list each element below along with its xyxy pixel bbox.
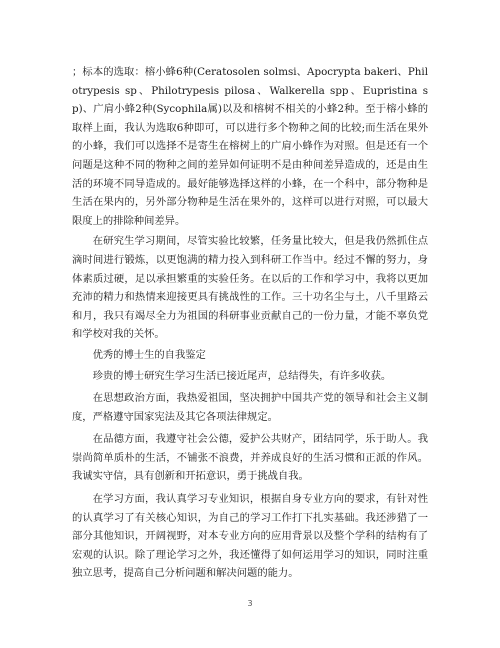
document-body — [72, 63, 428, 583]
paragraph-study: 在学习方面，我认真学习专业知识，根据自身专业方向的要求，有针对性的认真学习了有关核心知识，为自己的学习工作打下扎实基础。我还涉猎了一部分其他知识，开阔视野，对本专业方向的应用背景以及整个学科的结构有了宏观的认识。除了理论学习之外，我还懂得了如何运用学习的知识，同时注重独立思考，提高自己分析问题和解决问题的能力。 — [72, 493, 428, 580]
page-number: 3 — [247, 599, 253, 608]
paragraph-specimen-selection: ；标本的选取：榕小蜂6种(Ceratosolen solmsi、Apocrypta bakeri、Philotrypesis sp、Philotrypesis pilosa、Walkerella spp、Eupristina sp)、广肩小蜂2种(Sycophila属)以及和榕树不相关的小蜂2种。至于榕小蜂的取样上面，我认为选取6种即可，可以进行多个物种之间的比较;而生活在果外的小蜂，我们可以选择不是寄生在榕树上的广肩小蜂作为对照。但是还有一个问题是这种不同的物种之间的差异如何证明不是由种间差异造成的，还是由生活的环境不同导造成的。最好能够选择这样的小蜂，在一个科中，部分物种是生活在果内的，另外部分物种是生活在果外的，这样可以进行对照，可以最大限度上的排除种间差异。 — [72, 66, 428, 227]
paragraph-summary: 珍贵的博士研究生学习生活已接近尾声，总结得失，有许多收获。 — [92, 369, 392, 382]
paragraph-morality: 在品德方面，我遵守社会公德，爱护公共财产，团结同学，乐于助人。我崇尚简单质朴的生活，不铺张不浪费，并养成良好的生活习惯和正派的作风。我诚实守信，具有创新和开拓意识，勇于挑战自我。 — [72, 433, 428, 483]
paragraph-graduate-study: 在研究生学习期间，尽管实验比较繁，任务量比较大，但是我仍然抓住点滴时间进行锻炼，以更饱满的精力投入到科研工作当中。经过不懈的努力，身体素质过硬，足以承担繁重的实验任务。在以后的工作和学习中，我将以更加充沛的精力和热情来迎接更具有挑战性的工作。三十功名尘与土，八千里路云和月，我只有竭尽全力为祖国的科研事业贡献自己的一份力量，才能不辜负党和学校对我的关怀。 — [72, 235, 428, 341]
paragraph-political: 在思想政治方面，我热爱祖国，坚决拥护中国共产党的领导和社会主义制度，严格遵守国家宪法及其它各项法律规定。 — [72, 392, 428, 423]
section-heading: 优秀的博士生的自我鉴定 — [92, 348, 206, 361]
